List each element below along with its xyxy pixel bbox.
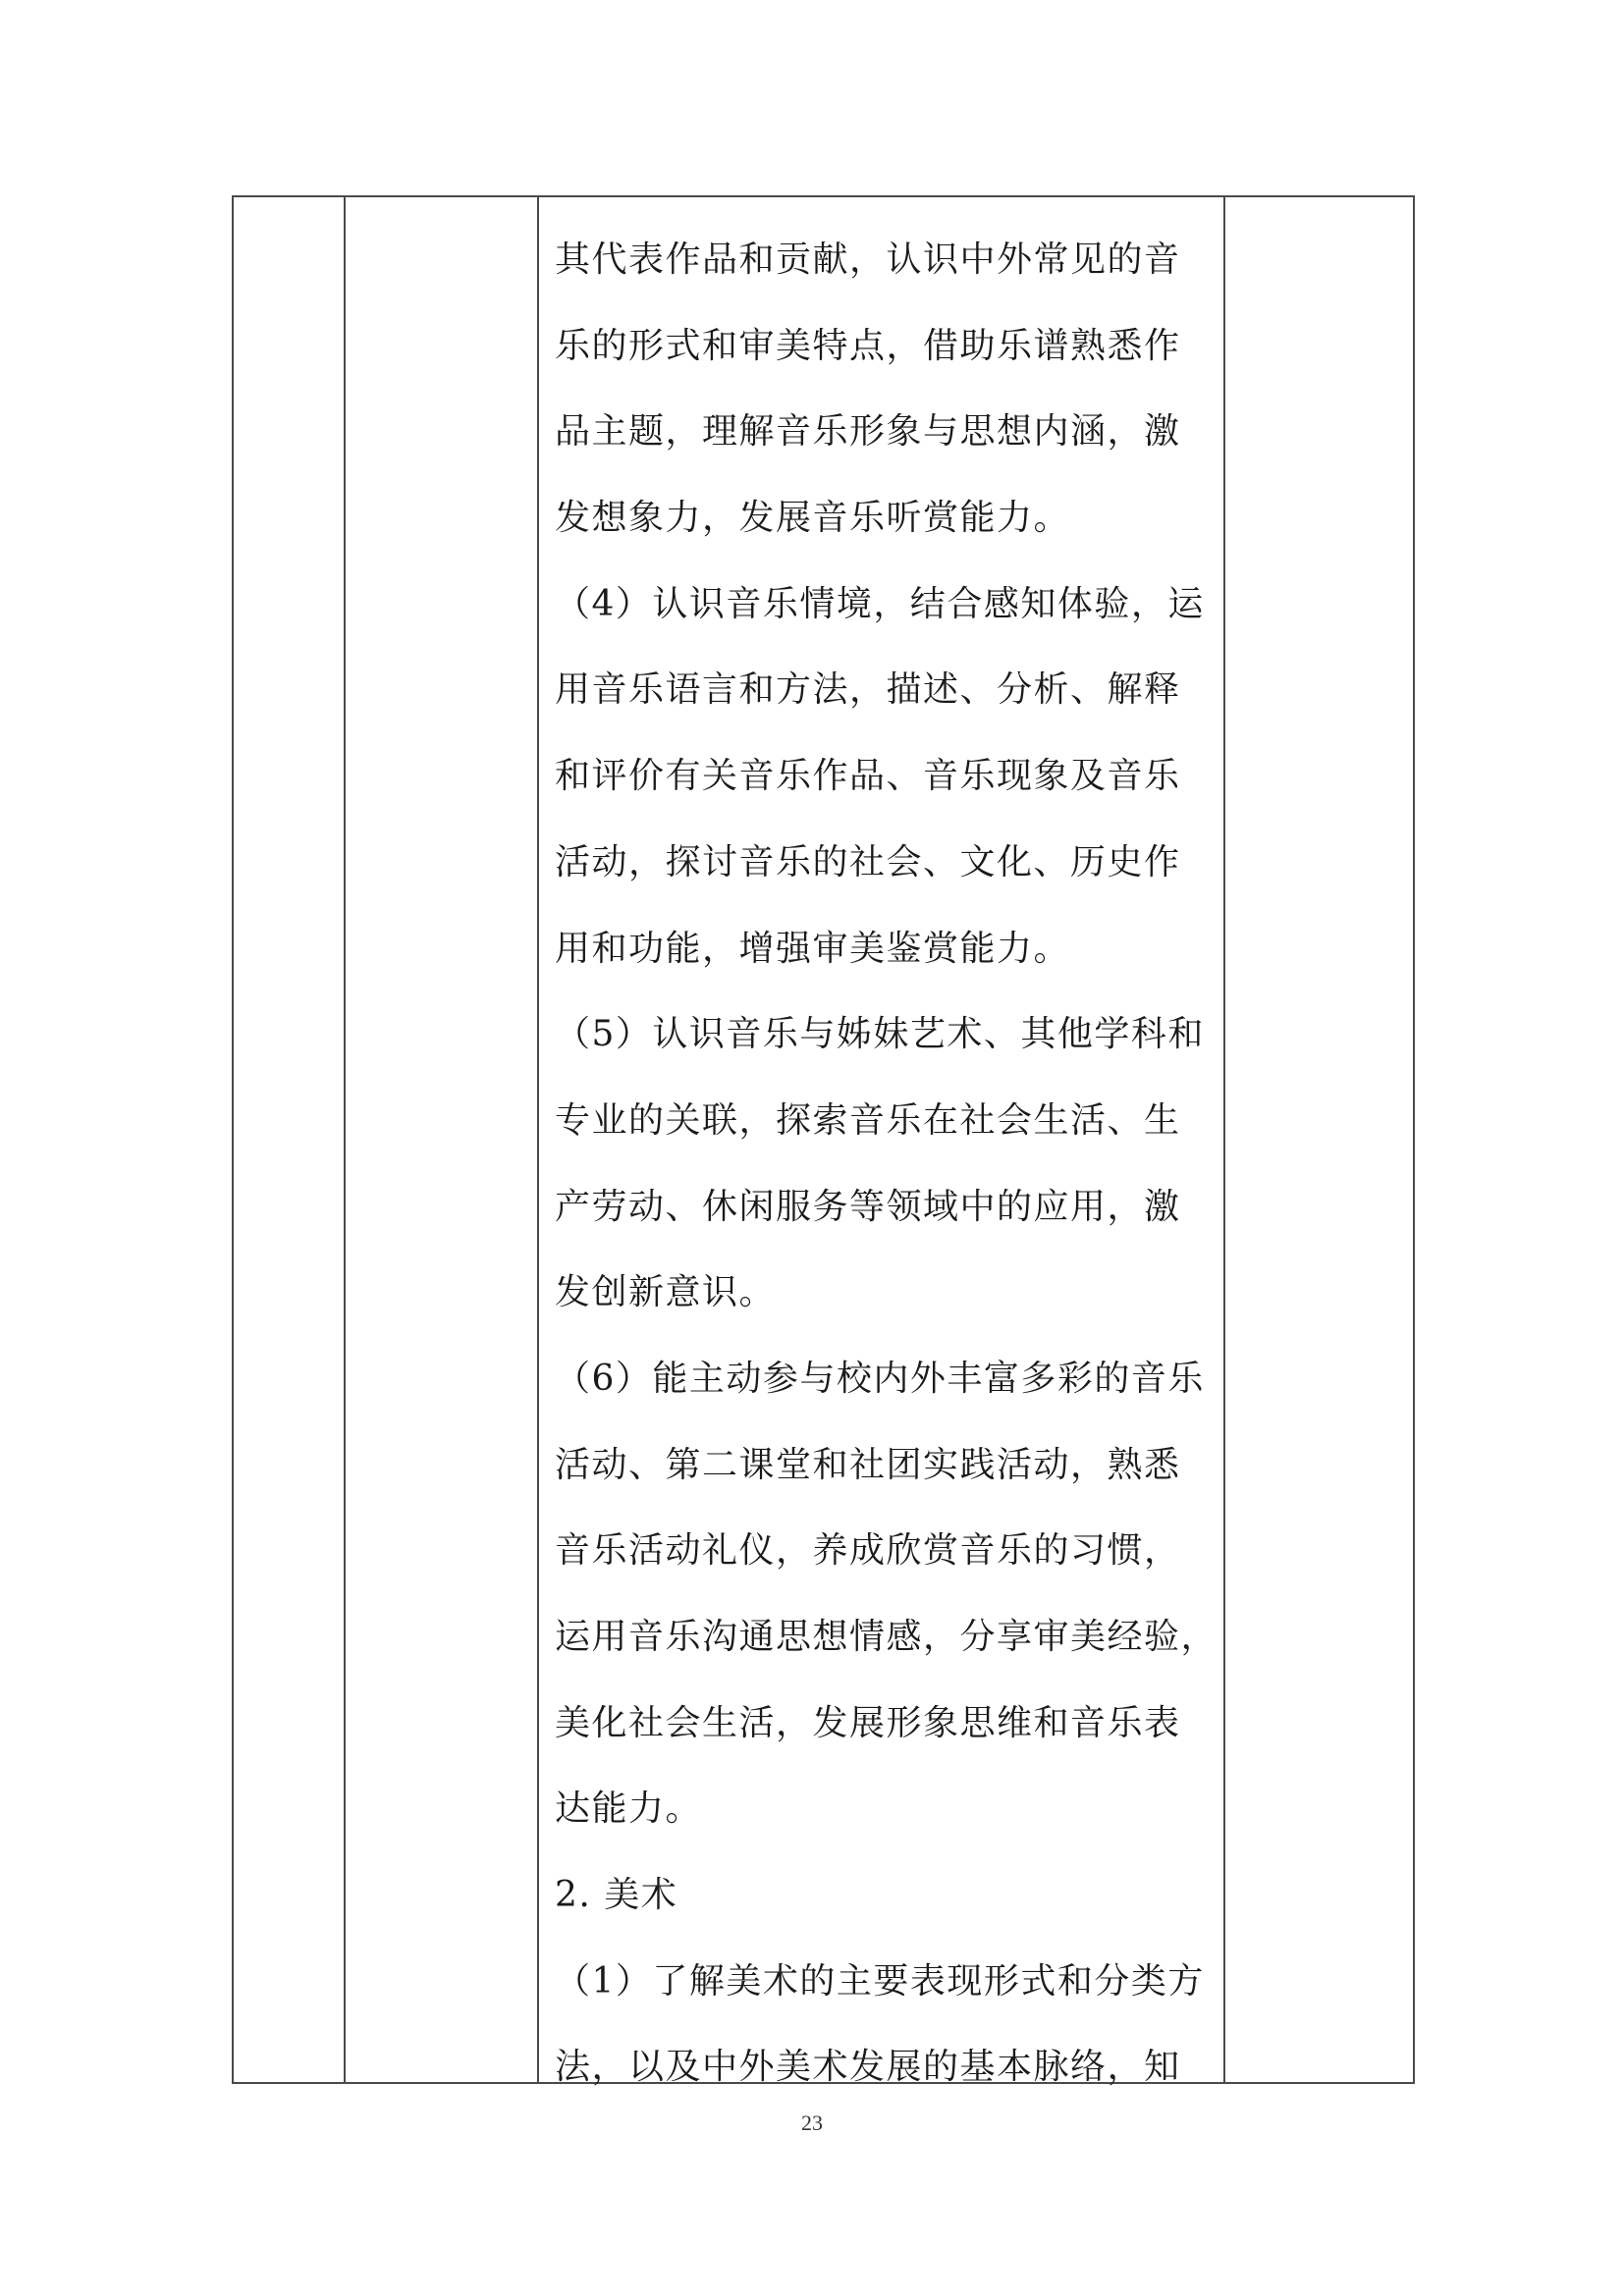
text-line: 专业的关联，探索音乐在社会生活、生	[555, 1099, 1181, 1141]
text-line: 其代表作品和贡献，认识中外常见的音	[555, 240, 1181, 280]
table-column-4	[1225, 197, 1413, 2082]
text-line: 活动、第二课堂和社团实践活动，熟悉	[555, 1444, 1181, 1485]
table-column-1	[234, 197, 346, 2082]
text-line: 运用音乐沟通思想情感，分享审美经验，	[555, 1617, 1218, 1657]
text-line: 发想象力，发展音乐听赏能力。	[555, 498, 1071, 539]
text-line: （4）认识音乐情境，结合感知体验，运	[555, 583, 1205, 624]
text-line: 用音乐语言和方法，描述、分析、解释	[555, 669, 1181, 711]
text-line: （1）了解美术的主要表现形式和分类方	[555, 1960, 1205, 2002]
text-line: 用和功能，增强审美鉴赏能力。	[555, 928, 1071, 969]
text-line: 达能力。	[555, 1789, 703, 1830]
text-line: 产劳动、休闲服务等领域中的应用，激	[555, 1186, 1181, 1227]
table-column-2	[346, 197, 539, 2082]
curriculum-table	[232, 195, 1415, 2088]
text-line: 法，以及中外美术发展的基本脉络，知	[555, 2047, 1181, 2088]
text-line: 和评价有关音乐作品、音乐现象及音乐	[555, 756, 1181, 797]
text-line: 2. 美术	[555, 1875, 678, 1916]
text-line: 美化社会生活，发展形象思维和音乐表	[555, 1702, 1181, 1743]
page-number: 23	[801, 2110, 823, 2135]
text-line: （6）能主动参与校内外丰富多彩的音乐	[555, 1358, 1205, 1399]
table-content-column	[539, 197, 1225, 2088]
text-line: 音乐活动礼仪，养成欣赏音乐的习惯，	[555, 1530, 1181, 1572]
text-line: 乐的形式和审美特点，借助乐谱熟悉作	[555, 325, 1181, 366]
text-line: 发创新意识。	[555, 1272, 777, 1313]
text-line: 品主题，理解音乐形象与思想内涵，激	[555, 411, 1181, 453]
text-line: 活动，探讨音乐的社会、文化、历史作	[555, 841, 1181, 882]
text-line: （5）认识音乐与姊妹艺术、其他学科和	[555, 1014, 1205, 1055]
